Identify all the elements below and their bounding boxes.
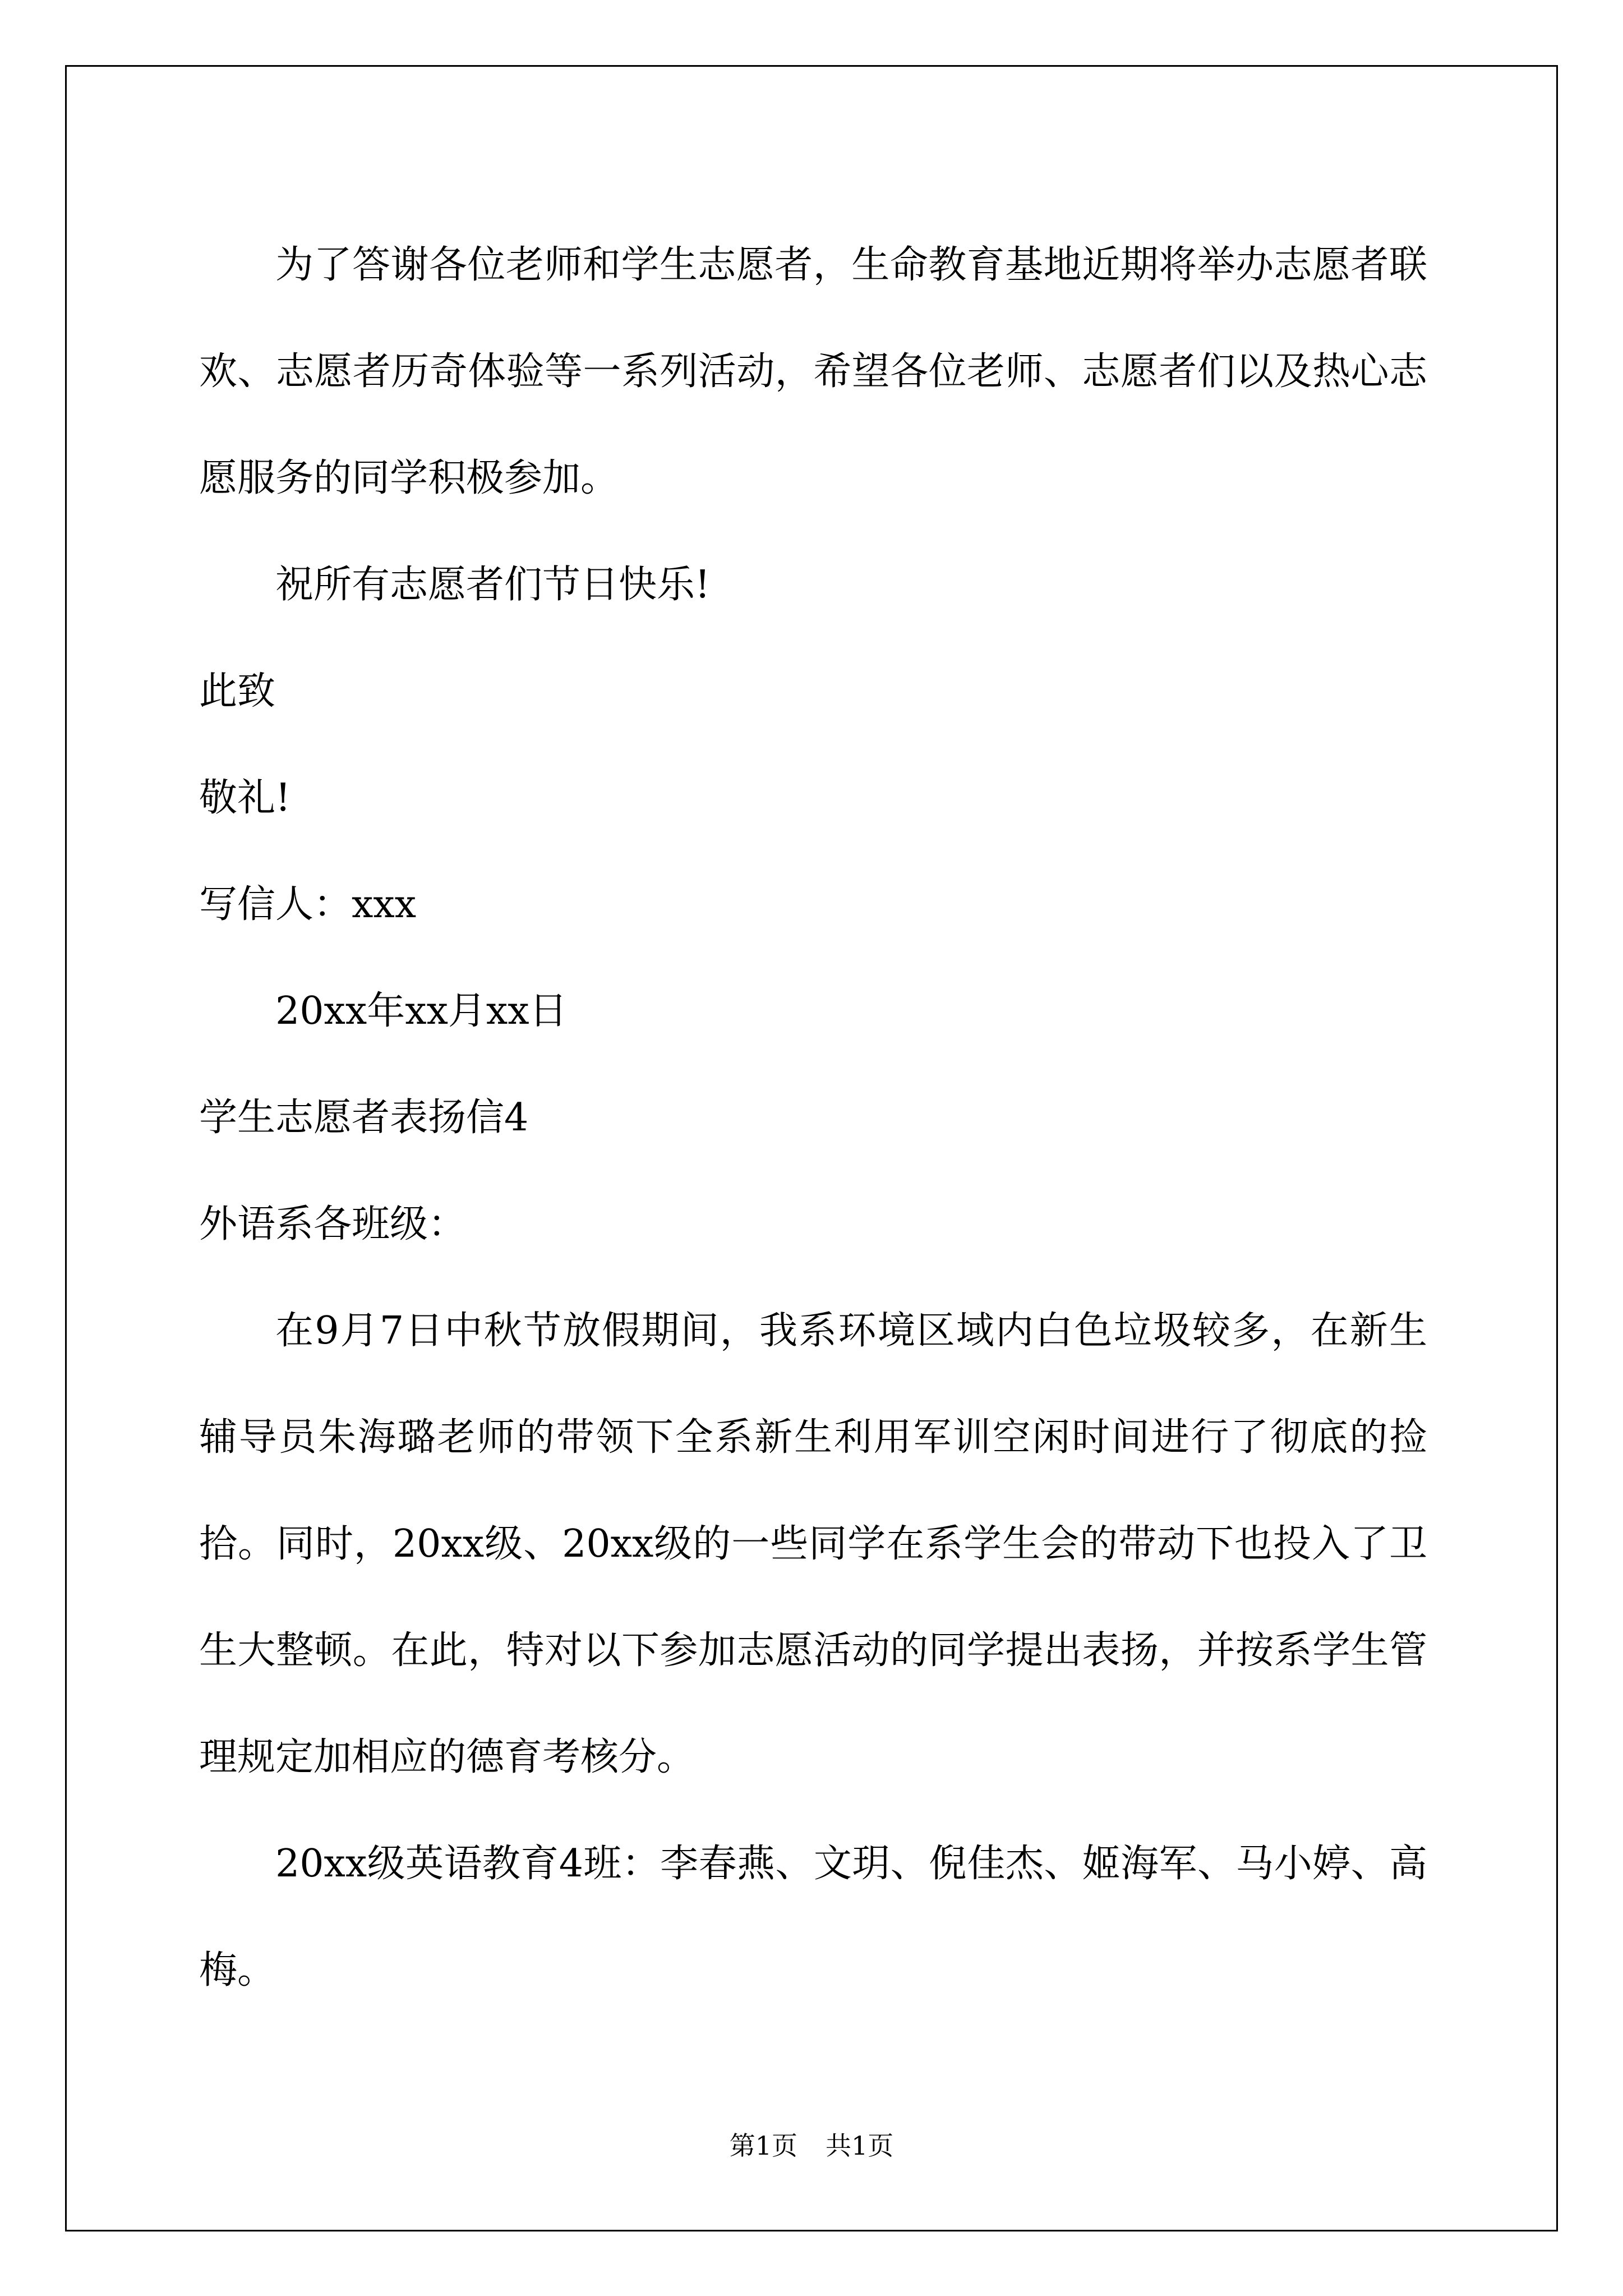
paragraph-praise-body: 在9月7日中秋节放假期间，我系环境区域内白色垃圾较多，在新生辅导员朱海璐老师的带领下全系新生利用军训空闲时间进行了彻底的捡拾。同时，20xx级、20xx级的一些同学在系学生会的带动下也投入了卫生大整顿。在此，特对以下参加志愿活动的同学提出表扬，并按系学生管理规定加相应的德育考核分。: [199, 1309, 1427, 1779]
closing-salutation: 此致: [199, 669, 276, 714]
letter-date: 20xx年xx月xx日: [275, 989, 568, 1033]
section-title: 学生志愿者表扬信4: [199, 1096, 529, 1140]
letter-writer: 写信人：xxx: [199, 882, 417, 927]
paragraph-volunteer-activities: 为了答谢各位老师和学生志愿者，生命教育基地近期将举办志愿者联欢、志愿者历奇体验等一系列活动，希望各位老师、志愿者们以及热心志愿服务的同学积极参加。: [199, 243, 1427, 500]
page-total: 共1页: [826, 2131, 894, 2161]
paragraph-class-list: 20xx级英语教育4班：李春燕、文玥、倪佳杰、姬海军、马小婷、高梅。: [199, 1842, 1427, 1993]
page-number: 第1页: [729, 2131, 797, 2161]
document-body: [199, 212, 1427, 2024]
page-footer: [0, 2129, 1623, 2162]
closing-regards: 敬礼!: [199, 776, 291, 820]
paragraph-holiday-wish: 祝所有志愿者们节日快乐!: [275, 563, 711, 607]
letter-recipient: 外语系各班级：: [199, 1202, 467, 1246]
